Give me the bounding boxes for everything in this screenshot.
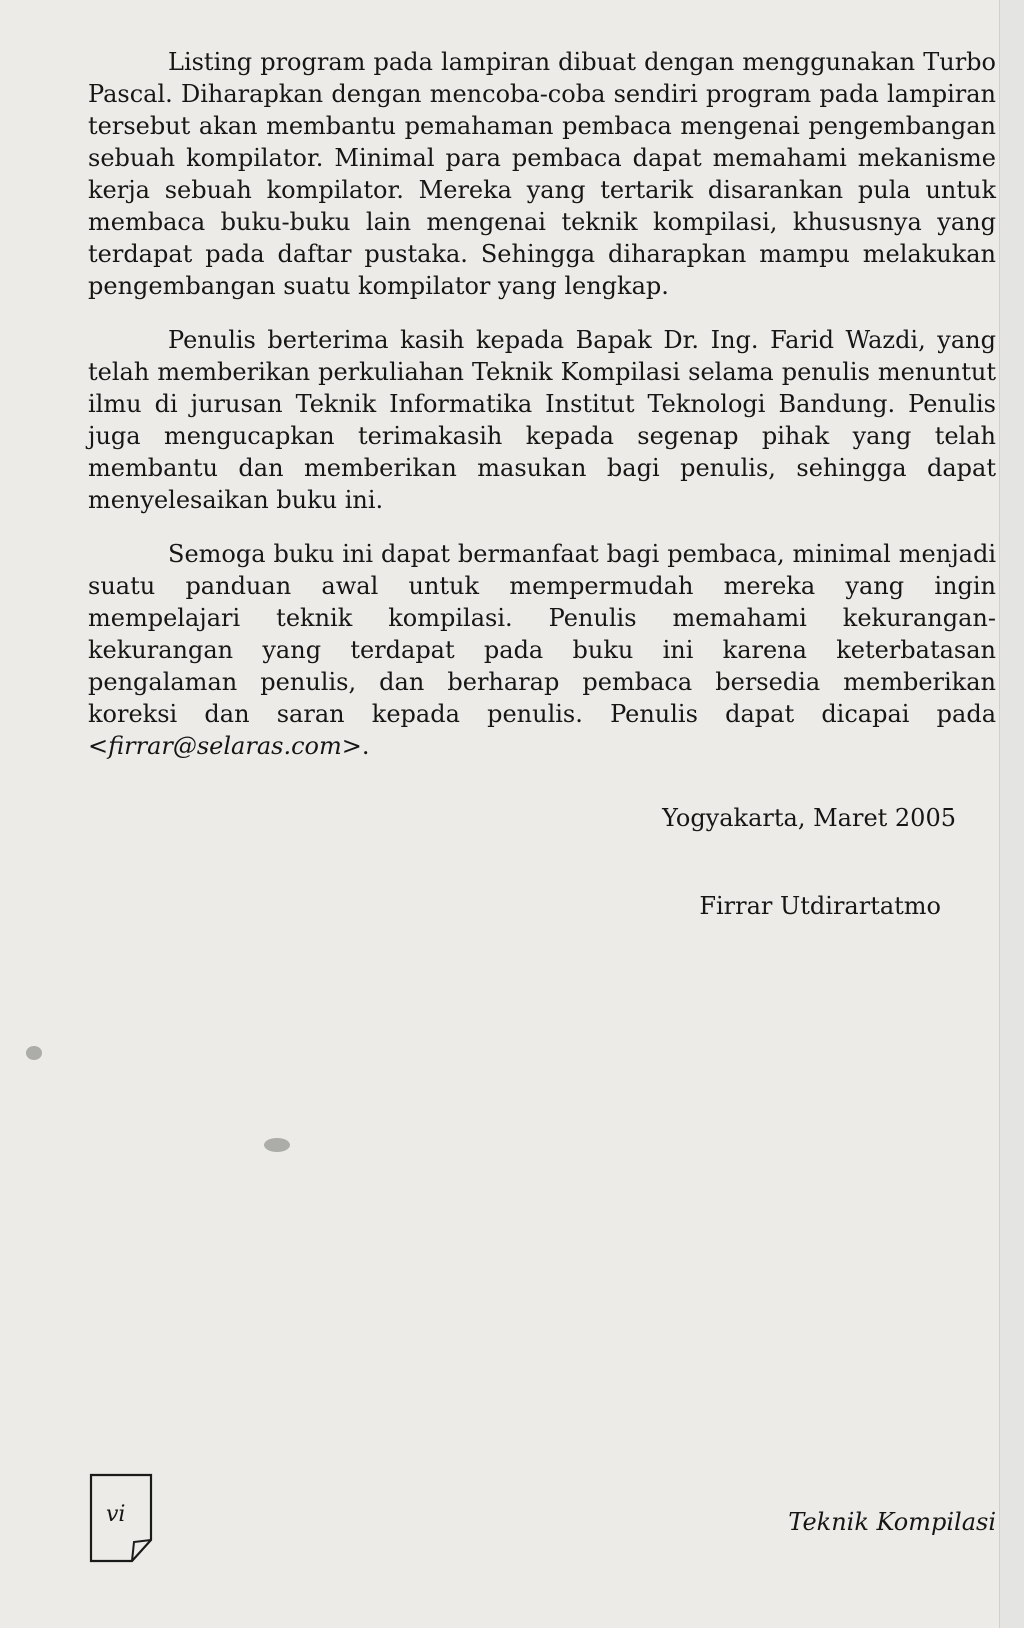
book-title: Teknik Kompilasi [788, 1508, 996, 1536]
closing-text: Semoga buku ini dapat bermanfaat bagi pembaca, minimal menjadi suatu panduan awal untuk mempermudah mereka yang ingin mempelajari teknik kompilasi. Penulis memahami kekurangan-kekurangan yang terdapat pada buku ini karena keterbatasan pengalaman penulis, dan berharap pembaca bersedia memberikan koreksi dan saran kepada penulis. Penulis dapat dicapai pada [88, 540, 996, 728]
page-edge [999, 0, 1024, 1628]
preface-body [88, 46, 996, 922]
closing-end: . [361, 732, 370, 760]
ink-smudge [26, 1046, 42, 1060]
page-number: vi [106, 1502, 126, 1527]
paragraph-listing: Listing program pada lampiran dibuat dengan menggunakan Turbo Pascal. Diharapkan dengan mencoba-coba sendiri program pada lampiran tersebut akan membantu pemahaman pembaca mengenai pengembangan sebuah kompilator. Minimal para pembaca dapat memahami mekanisme kerja sebuah kompilator. Mereka yang tertarik disarankan pula untuk membaca buku-buku lain mengenai teknik kompilasi, khususnya yang terdapat pada daftar pustaka. Sehingga diharapkan mampu melakukan pengembangan suatu kompilator yang lengkap. [88, 48, 996, 300]
page-number-box [88, 1472, 154, 1564]
ink-smudge [264, 1138, 290, 1152]
paragraph-closing [88, 538, 996, 762]
signature-author: Firrar Utdirartatmo [699, 892, 941, 920]
paragraph-acknowledgement: Penulis berterima kasih kepada Bapak Dr. Ing. Farid Wazdi, yang telah memberikan perkuliahan Teknik Kompilasi selama penulis menuntut ilmu di jurusan Teknik Informatika Institut Teknologi Bandung. Penulis juga mengucapkan terimakasih kepada segenap pihak yang telah membantu dan memberikan masukan bagi penulis, sehingga dapat menyelesaikan buku ini. [88, 326, 996, 514]
signature-place-date: Yogyakarta, Maret 2005 [662, 804, 956, 832]
page-footer [88, 1472, 996, 1568]
author-email: <firrar@selaras.com> [88, 732, 362, 760]
